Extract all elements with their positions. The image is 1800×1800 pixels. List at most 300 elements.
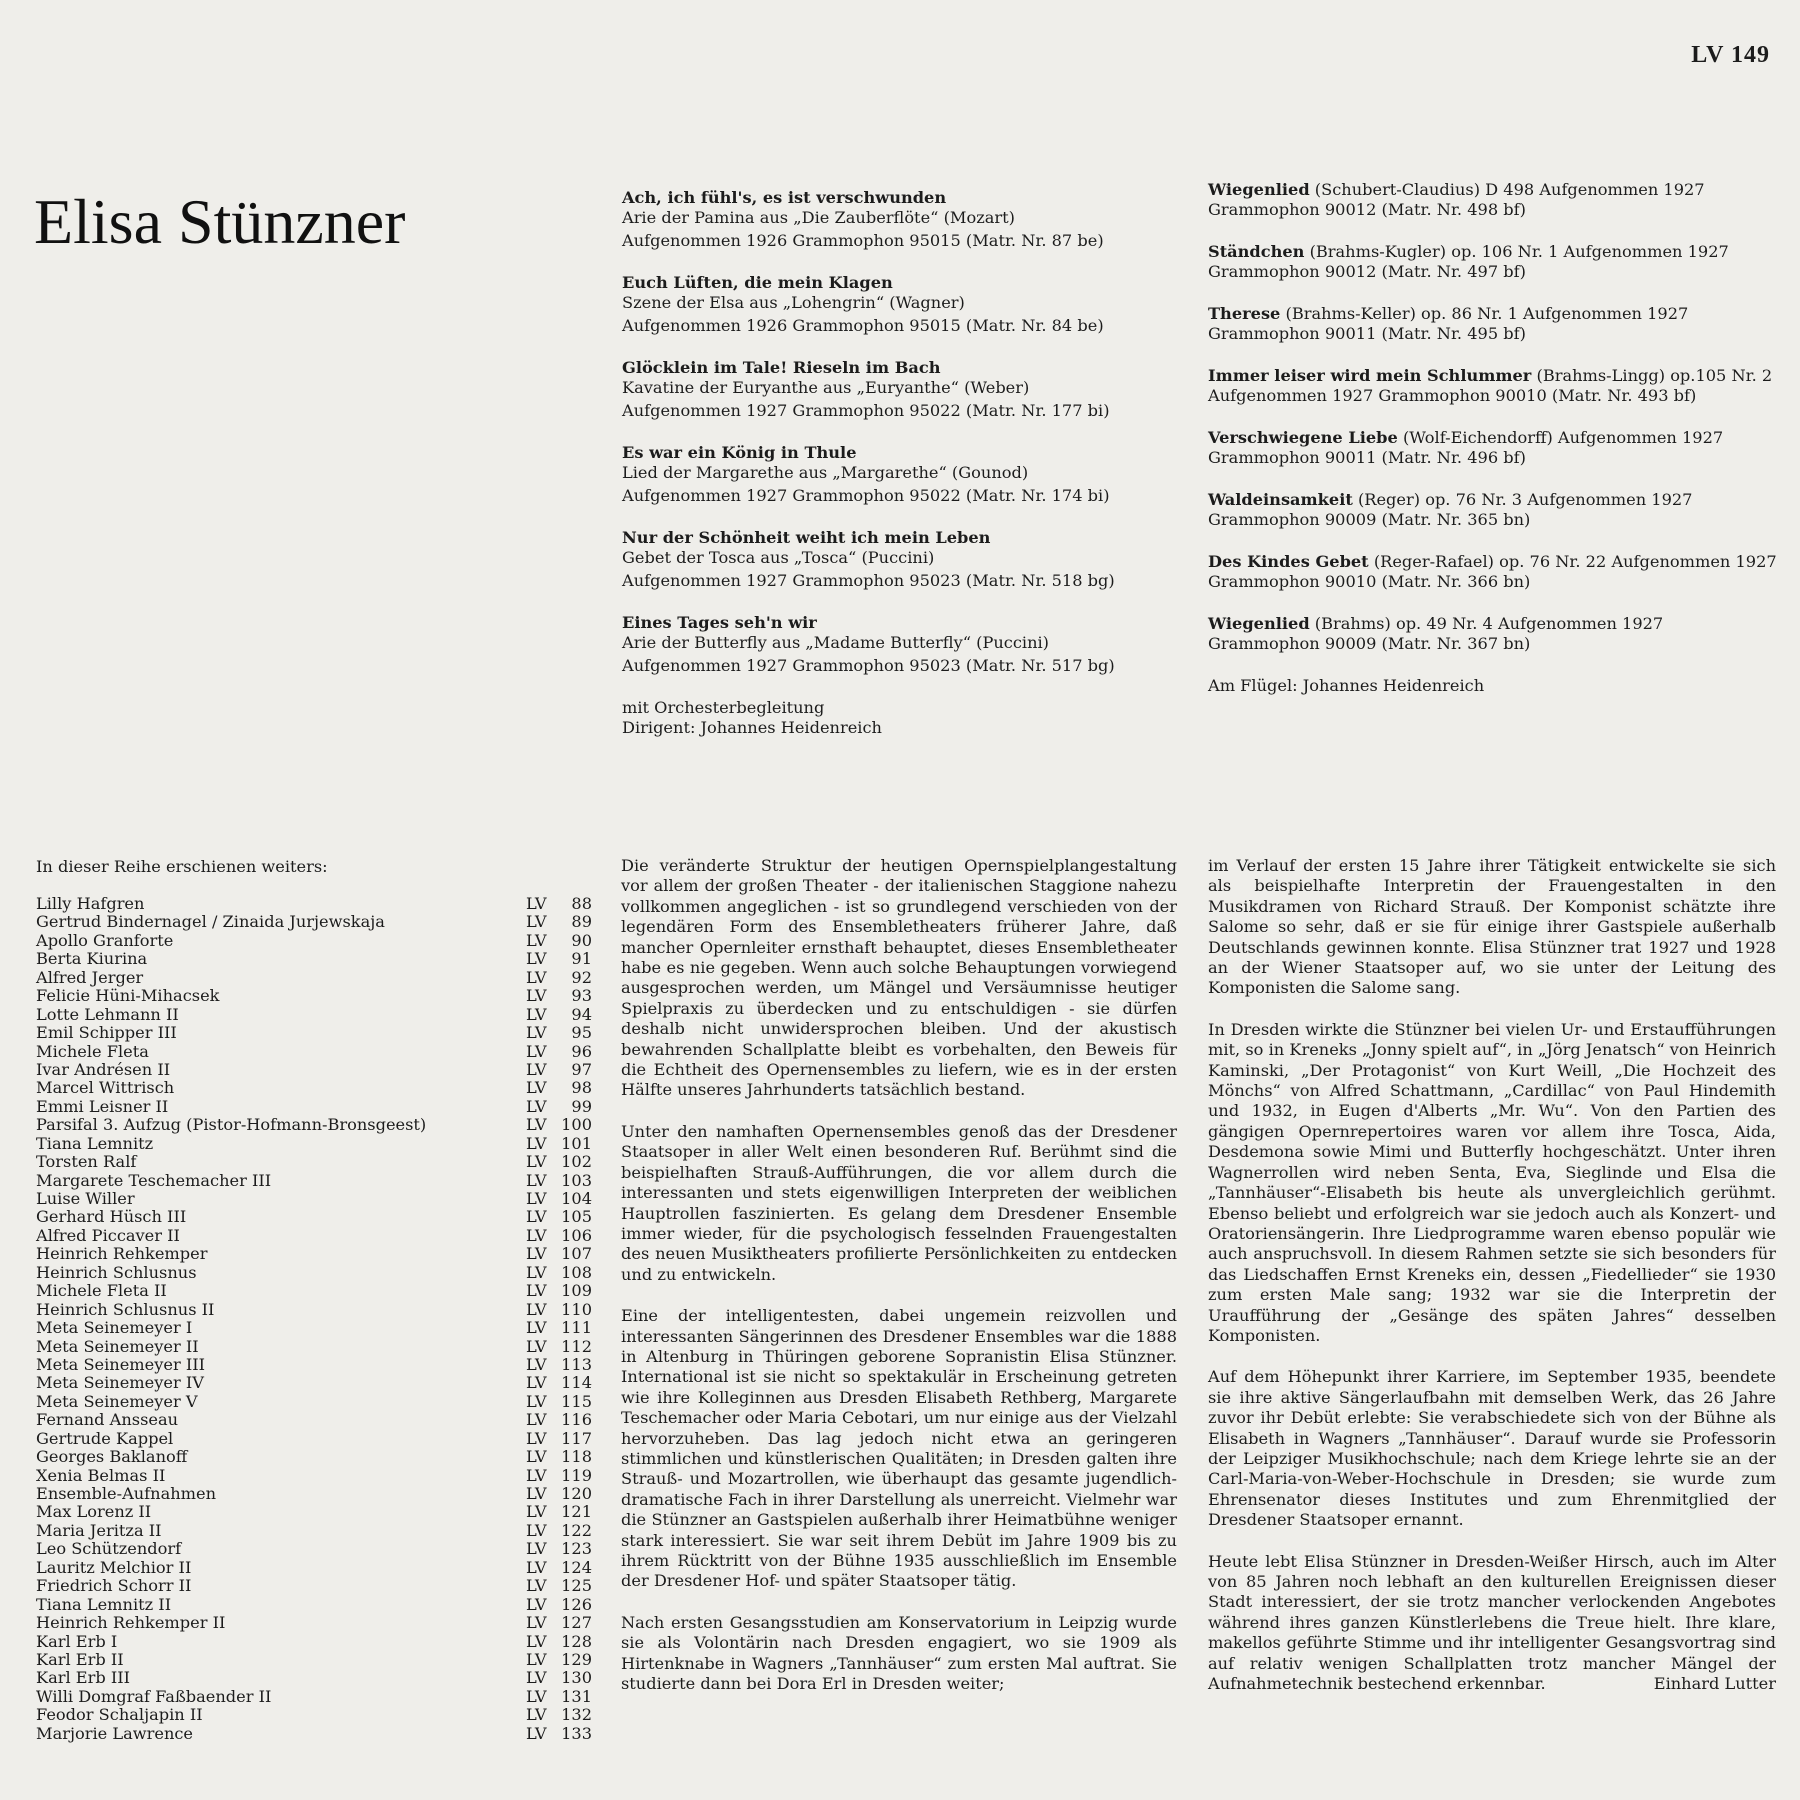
series-num: 116 (561, 1410, 592, 1430)
series-prefix: LV (526, 1594, 547, 1614)
series-number (526, 1725, 592, 1743)
series-artist: Karl Erb II (36, 1649, 124, 1669)
series-artist: Xenia Belmas II (36, 1465, 166, 1485)
series-number (526, 1651, 592, 1669)
series-prefix: LV (526, 1133, 547, 1153)
series-prefix: LV (526, 1115, 547, 1135)
series-num: 132 (561, 1705, 592, 1725)
series-num: 108 (561, 1262, 592, 1282)
series-row (36, 1559, 592, 1577)
series-rows (36, 895, 592, 1743)
series-number (526, 1633, 592, 1651)
series-num: 114 (561, 1373, 592, 1393)
series-number (526, 987, 592, 1005)
track-item (1208, 180, 1778, 220)
series-heading: In dieser Reihe erschienen weiters: (36, 857, 328, 876)
track-title: Wiegenlied (1208, 614, 1310, 633)
series-prefix: LV (526, 1502, 547, 1522)
series-artist: Felicie Hüni-Mihacsek (36, 986, 220, 1006)
series-number (526, 1356, 592, 1374)
series-num: 120 (561, 1484, 592, 1503)
series-prefix: LV (526, 1152, 547, 1172)
series-num: 106 (561, 1225, 592, 1245)
series-row (36, 1006, 592, 1024)
series-artist: Michele Fleta (36, 1041, 149, 1061)
series-num: 105 (561, 1207, 592, 1227)
series-row (36, 1540, 592, 1558)
track-item (622, 358, 1182, 421)
series-prefix: LV (526, 1262, 547, 1282)
series-prefix: LV (526, 986, 547, 1006)
series-num: 93 (571, 986, 592, 1006)
series-row (36, 987, 592, 1005)
series-num: 111 (561, 1318, 592, 1338)
track-title: Therese (1208, 304, 1281, 323)
series-number (526, 1577, 592, 1595)
series-row (36, 1079, 592, 1097)
series-num: 90 (571, 930, 592, 950)
series-number (526, 1153, 592, 1171)
series-artist: Gertrud Bindernagel / Zinaida Jurjewskaja (36, 912, 385, 932)
series-row (36, 1116, 592, 1134)
track-title: Des Kindes Gebet (1208, 552, 1369, 571)
series-row (36, 1467, 592, 1485)
series-artist: Georges Baklanoff (36, 1447, 188, 1467)
track-recording: Aufgenommen 1927 Grammophon 90009 (Matr. Nr. 367 bn) (1208, 614, 1664, 653)
track-title: Ständchen (1208, 242, 1305, 261)
series-prefix: LV (526, 1096, 547, 1116)
note-line: mit Orchesterbegleitung (622, 698, 825, 717)
series-prefix: LV (526, 1281, 547, 1301)
track-recording: Aufgenommen 1927 Grammophon 90010 (Matr. Nr. 366 bn) (1208, 552, 1777, 591)
series-row (36, 1633, 592, 1651)
track-credit: (Brahms) op. 49 Nr. 4 (1309, 614, 1493, 633)
series-prefix: LV (526, 930, 547, 950)
series-row (36, 932, 592, 950)
series-row (36, 1135, 592, 1153)
series-num: 112 (561, 1336, 592, 1356)
track-recording: Aufgenommen 1927 Grammophon 90011 (Matr. Nr. 495 bf) (1208, 304, 1689, 343)
series-prefix: LV (526, 1225, 547, 1245)
track-credit: (Schubert-Claudius) D 498 (1309, 180, 1535, 199)
track-title: Immer leiser wird mein Schlummer (1208, 366, 1532, 385)
series-row (36, 1208, 592, 1226)
series-num: 128 (561, 1631, 592, 1651)
track-subtitle: Gebet der Tosca aus „Tosca“ (Puccini) (622, 548, 935, 567)
series-row (36, 1264, 592, 1282)
series-prefix: LV (526, 1705, 547, 1725)
track-list-right (1208, 180, 1778, 696)
bio-paragraph: im Verlauf der ersten 15 Jahre ihrer Tätigkeit entwickelte sie sich als beispielhafte Interpretin der Frauengestalten in den Musikdramen von Richard Strauß. Der Komponist schätzte ihre Salome so sehr, daß er sie für einige ihrer Gastspiele außerhalb Deutschlands gewinnen konnte. Elisa Stünzner trat 1927 und 1928 an der Wiener Staatsoper auf, wo sie unter der Leitung des Komponisten die Salome sang. (1208, 856, 1776, 998)
series-prefix: LV (526, 1373, 547, 1393)
track-title: Nur der Schönheit weiht ich mein Leben (622, 528, 991, 547)
series-num: 103 (561, 1170, 592, 1190)
series-prefix: LV (526, 1428, 547, 1448)
series-number (526, 1596, 592, 1614)
track-subtitle: Lied der Margarethe aus „Margarethe“ (Gounod) (622, 463, 1029, 482)
series-row (36, 1153, 592, 1171)
series-num: 101 (561, 1133, 592, 1153)
series-row (36, 1098, 592, 1116)
track-item (622, 613, 1182, 676)
artist-name: Elisa Stünzner (34, 186, 406, 257)
series-artist: Meta Seinemeyer III (36, 1354, 206, 1374)
series-row (36, 1651, 592, 1669)
series-row (36, 1596, 592, 1614)
series-number (526, 1338, 592, 1356)
series-prefix: LV (526, 967, 547, 987)
series-num: 118 (561, 1447, 592, 1467)
series-prefix: LV (526, 1078, 547, 1098)
series-num: 131 (561, 1686, 592, 1706)
series-number (526, 1706, 592, 1724)
conductor-line: Dirigent: Johannes Heidenreich (622, 718, 882, 737)
bio-paragraph: In Dresden wirkte die Stünzner bei vielen Ur- und Erstaufführungen mit, so in Kreneks „Jonny spielt auf“, in „Jörg Jenatsch“ von Heinrich Kaminski, „Der Protagonist“ von Kurt Weill, „Die Hochzeit des Mönchs“ von Alfred Schattmann, „Cardillac“ von Paul Hindemith und 1932, in Eugen d'Alberts „Mr. Wu“. Von den Partien des gängigen Opernrepertoires waren vor allem ihre Tosca, Aida, Desdemona sowie Mimi und Butterfly hochgeschätzt. Unter ihren Wagnerrollen wird neben Senta, Eva, Sieglinde und Elsa die „Tannhäuser“-Elisabeth bis heute als unvergleichlich gerühmt. Ebenso beliebt und erfolgreich war sie jedoch auch als Konzert- und Oratoriensängerin. Ihre Liedprogramme waren ebenso populär wie auch anspruchsvoll. In diesem Rahmen setzte sie sich besonders für das Liedschaffen Ernst Kreneks ein, dessen „Fiedellieder“ sie 1930 zum ersten Male sang; 1932 war sie die Interpretin der Uraufführung der „Gesänge des späten Jahres“ desselben Komponisten. (1208, 1019, 1776, 1345)
series-artist: Leo Schützendorf (36, 1539, 182, 1559)
series-prefix: LV (526, 1686, 547, 1706)
bio-paragraph: Nach ersten Gesangsstudien am Konservatorium in Leipzig wurde sie als Volontärin nach Dresden engagiert, wo sie 1909 als Hirtenknabe in Wagners „Tannhäuser“ zum ersten Mal auftrat. Sie studierte dann bei Dora Erl in Dresden weiter; (621, 1612, 1177, 1694)
series-number (526, 1614, 592, 1632)
bio-paragraph: Auf dem Höhepunkt ihrer Karriere, im September 1935, beendete sie ihre aktive Sängerlaufbahn mit demselben Werk, das 26 Jahre zuvor ihr Debüt erlebte: Sie verabschiedete sich von der Bühne als Elisabeth in Wagners „Tannhäuser“. Darauf wurde sie Professorin der Leipziger Musikhochschule; nach dem Kriege lehrte sie an der Carl-Maria-von-Weber-Hochschule in Dresden; sie wurde zum Ehrensenator dieses Institutes und zum Ehrenmitglied der Dresdener Staatsoper ernannt. (1208, 1367, 1776, 1530)
series-artist: Meta Seinemeyer IV (36, 1373, 204, 1393)
series-artist: Marcel Wittrisch (36, 1078, 175, 1098)
series-prefix: LV (526, 1189, 547, 1208)
series-number (526, 932, 592, 950)
series-prefix: LV (526, 1336, 547, 1356)
series-number (526, 1208, 592, 1226)
track-recording: Aufgenommen 1927 Grammophon 90010 (Matr. Nr. 493 bf) (1208, 386, 1697, 405)
series-row (36, 1301, 592, 1319)
series-number (526, 913, 592, 931)
series-list (36, 857, 592, 1743)
series-num: 89 (571, 912, 592, 932)
series-number (526, 1116, 592, 1134)
track-title: Glöcklein im Tale! Rieseln im Bach (622, 358, 941, 377)
track-item (1208, 366, 1778, 406)
series-artist: Alfred Jerger (36, 967, 144, 987)
series-artist: Alfred Piccaver II (36, 1225, 180, 1245)
series-artist: Karl Erb III (36, 1668, 131, 1688)
series-row (36, 1061, 592, 1079)
series-number (526, 1061, 592, 1079)
series-number (526, 1098, 592, 1116)
series-number (526, 1540, 592, 1558)
track-credit: (Reger-Rafael) op. 76 Nr. 22 (1368, 552, 1607, 571)
series-num: 125 (561, 1576, 592, 1596)
series-artist: Apollo Granforte (36, 930, 174, 950)
series-num: 121 (561, 1502, 592, 1522)
track-item (622, 188, 1182, 251)
series-prefix: LV (526, 894, 547, 913)
series-number (526, 1559, 592, 1577)
catalog-number: LV 149 (1691, 42, 1770, 68)
series-artist: Torsten Ralf (36, 1152, 137, 1172)
series-prefix: LV (526, 1649, 547, 1669)
track-title: Euch Lüften, die mein Klagen (622, 273, 893, 292)
track-recording: Aufgenommen 1927 Grammophon 90012 (Matr. Nr. 497 bf) (1208, 242, 1729, 281)
series-number (526, 1024, 592, 1042)
series-number (526, 1190, 592, 1208)
series-prefix: LV (526, 1613, 547, 1633)
series-num: 100 (561, 1115, 592, 1135)
series-row (36, 1282, 592, 1300)
series-number (526, 1245, 592, 1263)
series-prefix: LV (526, 1668, 547, 1688)
track-title: Wiegenlied (1208, 180, 1310, 199)
series-prefix: LV (526, 1631, 547, 1651)
bio-paragraph: Eine der intelligentesten, dabei ungemein reizvollen und interessanten Sängerinnen des Dresdener Ensembles war die 1888 in Altenburg in Thüringen geborene Sopranistin Elisa Stünzner. International ist sie nicht so spektakulär in Erscheinung getreten wie ihre Kolleginnen aus Dresden Elisabeth Rethberg, Margarete Teschemacher oder Maria Cebotari, um nur einige aus der Vielzahl hervorzuheben. Das lag jedoch nicht etwa an geringeren stimmlichen und künstlerischen Qualitäten; in Dresden galten ihre Strauß- und Mozartrollen, wie überhaupt das gesamte jugendlich-dramatische Fach in ihrer Darstellung als unerreicht. Vielmehr war die Stünzner an Gastspielen außerhalb ihrer Heimatbühne weniger stark interessiert. Sie war seit ihrem Debüt im Jahre 1909 bis zu ihrem Rücktritt von der Bühne 1935 ausschließlich im Ensemble der Dresdener Hof- und später Staatsoper tätig. (621, 1306, 1177, 1591)
series-number (526, 1688, 592, 1706)
series-number (526, 1411, 592, 1429)
author-signature: Einhard Lutter (1653, 1674, 1776, 1694)
track-recording: Aufgenommen 1926 Grammophon 95015 (Matr. Nr. 87 be) (622, 231, 1104, 250)
series-number (526, 1264, 592, 1282)
series-artist: Heinrich Rehkemper (36, 1244, 208, 1264)
series-prefix: LV (526, 1244, 547, 1264)
track-recording: Aufgenommen 1927 Grammophon 90012 (Matr. Nr. 498 bf) (1208, 180, 1705, 219)
series-artist: Willi Domgraf Faßbaender II (36, 1686, 272, 1706)
series-num: 94 (571, 1004, 592, 1024)
series-artist: Fernand Ansseau (36, 1410, 179, 1430)
series-artist: Heinrich Schlusnus II (36, 1299, 215, 1319)
track-recording: Aufgenommen 1927 Grammophon 90011 (Matr. Nr. 496 bf) (1208, 428, 1724, 467)
track-item (1208, 242, 1778, 282)
bio-paragraph: Die veränderte Struktur der heutigen Opernspielplangestaltung vor allem der großen Theater - der italienischen Staggione nahezu vollkommen angeglichen - ist so grundlegend verschieden von der legendären Form des Ensembletheaters früherer Jahre, daß mancher Opernleiter ernsthaft behauptet, dieses Ensembletheater habe es nie gegeben. Wenn auch solche Behauptungen vorwiegend ausgesprochen werden, um Mängel und Versäumnisse heutiger Spielpraxis zu überdecken und zu entschuldigen - sie dürfen deshalb nicht unwidersprochen bleiben. Und der akustisch bewahrenden Schallplatte bleibt es vorbehalten, den Beweis für die Echtheit des Opernensembles zu liefern, wie es in der ersten Hälfte unseres Jahrhunderts tatsächlich bestand. (621, 856, 1177, 1100)
pianist-line: Am Flügel: Johannes Heidenreich (1208, 676, 1485, 695)
series-row (36, 1190, 592, 1208)
series-number (526, 1135, 592, 1153)
track-recording: Aufgenommen 1927 Grammophon 95022 (Matr. Nr. 177 bi) (622, 401, 1110, 420)
series-row (36, 1172, 592, 1190)
series-number (526, 1227, 592, 1245)
series-prefix: LV (526, 1023, 547, 1043)
series-row (36, 1338, 592, 1356)
series-num: 122 (561, 1520, 592, 1540)
track-subtitle: Szene der Elsa aus „Lohengrin“ (Wagner) (622, 293, 965, 312)
series-prefix: LV (526, 1299, 547, 1319)
biography-column-2 (1208, 856, 1776, 1694)
series-row (36, 913, 592, 931)
series-number (526, 1079, 592, 1097)
series-prefix: LV (526, 949, 547, 969)
series-prefix: LV (526, 1059, 547, 1079)
track-title: Ach, ich fühl's, es ist verschwunden (622, 188, 947, 207)
series-num: 130 (561, 1668, 592, 1688)
series-num: 117 (561, 1428, 592, 1448)
track-credit: (Brahms-Lingg) op.105 Nr. 2 (1536, 366, 1773, 385)
series-number (526, 1319, 592, 1337)
track-recording: Aufgenommen 1927 Grammophon 95023 (Matr. Nr. 517 bg) (622, 656, 1115, 675)
series-prefix: LV (526, 1318, 547, 1338)
series-prefix: LV (526, 1004, 547, 1024)
biography-column-1 (621, 856, 1177, 1694)
track-subtitle: Arie der Pamina aus „Die Zauberflöte“ (Mozart) (622, 208, 1015, 227)
track-recording: Aufgenommen 1927 Grammophon 95022 (Matr. Nr. 174 bi) (622, 486, 1110, 505)
track-recording: Aufgenommen 1926 Grammophon 95015 (Matr. Nr. 84 be) (622, 316, 1104, 335)
series-artist: Margarete Teschemacher III (36, 1170, 272, 1190)
series-artist: Lilly Hafgren (36, 894, 145, 913)
track-item (1208, 490, 1778, 530)
series-prefix: LV (526, 1041, 547, 1061)
track-recording: Aufgenommen 1927 Grammophon 95023 (Matr. Nr. 518 bg) (622, 571, 1115, 590)
series-prefix: LV (526, 1539, 547, 1559)
series-artist: Friedrich Schorr II (36, 1576, 192, 1596)
series-number (526, 950, 592, 968)
series-row (36, 1430, 592, 1448)
series-num: 95 (571, 1023, 592, 1043)
series-artist: Lotte Lehmann II (36, 1004, 179, 1024)
series-artist: Meta Seinemeyer I (36, 1318, 193, 1338)
series-prefix: LV (526, 1391, 547, 1411)
series-artist: Heinrich Rehkemper II (36, 1613, 226, 1633)
series-num: 88 (571, 894, 592, 913)
series-prefix: LV (526, 1576, 547, 1596)
series-row (36, 950, 592, 968)
series-number (526, 1485, 592, 1503)
track-credit: (Brahms-Kugler) op. 106 Nr. 1 (1304, 242, 1559, 261)
series-prefix: LV (526, 1723, 547, 1743)
series-number (526, 969, 592, 987)
series-number (526, 1282, 592, 1300)
series-num: 133 (561, 1723, 592, 1743)
track-item (1208, 552, 1778, 592)
series-row (36, 895, 592, 913)
series-prefix: LV (526, 1447, 547, 1467)
series-row (36, 1503, 592, 1521)
bio-paragraph: Unter den namhaften Opernensembles genoß das der Dresdener Staatsoper in aller Welt einen besonderen Ruf. Berühmt sind die beispielhaften Strauß-Aufführungen, die vor allem durch die interessanten und stets eigenwilligen Interpreten der weiblichen Hauptrollen faszinierten. Es gelang dem Dresdener Ensemble immer wieder, für die psychologisch fesselnden Frauengestalten des neuen Musiktheaters profilierte Persönlichkeiten zu entdecken und zu entwickeln. (621, 1121, 1177, 1284)
track-credit: (Brahms-Keller) op. 86 Nr. 1 (1280, 304, 1518, 323)
series-row (36, 1706, 592, 1724)
series-artist: Michele Fleta II (36, 1281, 167, 1301)
series-prefix: LV (526, 1354, 547, 1374)
series-artist: Emmi Leisner II (36, 1096, 169, 1116)
track-item (1208, 614, 1778, 654)
series-number (526, 1669, 592, 1687)
series-row (36, 1024, 592, 1042)
track-item (622, 528, 1182, 591)
series-number (526, 1006, 592, 1024)
track-title: Es war ein König in Thule (622, 443, 857, 462)
track-list-left (622, 188, 1182, 738)
series-artist: Meta Seinemeyer V (36, 1391, 198, 1411)
series-num: 124 (561, 1557, 592, 1577)
series-artist: Berta Kiurina (36, 949, 148, 969)
track-title: Verschwiegene Liebe (1208, 428, 1398, 447)
series-num: 123 (561, 1539, 592, 1559)
track-title: Eines Tages seh'n wir (622, 613, 817, 632)
series-artist: Gertrude Kappel (36, 1428, 174, 1448)
track-item (622, 443, 1182, 506)
series-number (526, 1172, 592, 1190)
series-row (36, 1245, 592, 1263)
series-artist: Meta Seinemeyer II (36, 1336, 199, 1356)
series-artist: Parsifal 3. Aufzug (Pistor-Hofmann-Bronsgeest) (36, 1115, 427, 1135)
series-artist: Ivar Andrésen II (36, 1059, 171, 1079)
series-num: 98 (571, 1078, 592, 1098)
series-row (36, 1485, 592, 1503)
series-artist: Luise Willer (36, 1189, 135, 1208)
series-artist: Maria Jeritza II (36, 1520, 162, 1540)
series-prefix: LV (526, 1557, 547, 1577)
track-subtitle: Arie der Butterfly aus „Madame Butterfly“ (Puccini) (622, 633, 1049, 652)
series-artist: Feodor Schaljapin II (36, 1705, 203, 1725)
series-row (36, 1393, 592, 1411)
series-num: 115 (561, 1391, 592, 1411)
series-row (36, 1669, 592, 1687)
series-num: 119 (561, 1465, 592, 1485)
series-artist: Tiana Lemnitz (36, 1133, 154, 1153)
series-num: 127 (561, 1613, 592, 1633)
series-artist: Karl Erb I (36, 1631, 118, 1651)
series-prefix: LV (526, 1465, 547, 1485)
accompaniment-note (622, 698, 1182, 738)
series-artist: Gerhard Hüsch III (36, 1207, 187, 1227)
track-subtitle: Kavatine der Euryanthe aus „Euryanthe“ (Weber) (622, 378, 1030, 397)
series-num: 102 (561, 1152, 592, 1172)
series-num: 97 (571, 1059, 592, 1079)
series-artist: Marjorie Lawrence (36, 1723, 194, 1743)
series-artist: Emil Schipper III (36, 1023, 177, 1043)
track-credit: (Reger) op. 76 Nr. 3 (1352, 490, 1523, 509)
series-row (36, 1577, 592, 1595)
series-number (526, 1503, 592, 1521)
series-num: 91 (571, 949, 592, 969)
series-number (526, 1430, 592, 1448)
series-num: 104 (561, 1189, 592, 1208)
series-number (526, 1393, 592, 1411)
series-prefix: LV (526, 1484, 547, 1503)
series-row (36, 1227, 592, 1245)
series-prefix: LV (526, 912, 547, 932)
series-row (36, 1319, 592, 1337)
series-number (526, 1467, 592, 1485)
series-row (36, 1374, 592, 1392)
series-num: 113 (561, 1354, 592, 1374)
series-artist: Lauritz Melchior II (36, 1557, 192, 1577)
series-prefix: LV (526, 1207, 547, 1227)
series-row (36, 1043, 592, 1061)
series-num: 126 (561, 1594, 592, 1614)
series-row (36, 1448, 592, 1466)
series-number (526, 1448, 592, 1466)
series-num: 99 (571, 1096, 592, 1116)
bio-paragraph: Heute lebt Elisa Stünzner in Dresden-Weißer Hirsch, auch im Alter von 85 Jahren noch lebhaft an den kulturellen Ereignissen dieser Stadt interessiert, der sie trotz mancher verlockenden Angebotes während ihres ganzen Künstlerlebens die Treue hielt. Ihre klare, makellos geführte Stimme und ihr intelligenter Gesangsvortrag sind auf relativ wenigen Schallplatten trotz mancher Mängel der Aufnahmetechnik bestechend erkennbar. (1208, 1551, 1776, 1694)
track-recording: Aufgenommen 1927 Grammophon 90009 (Matr. Nr. 365 bn) (1208, 490, 1693, 529)
series-num: 110 (561, 1299, 592, 1319)
series-prefix: LV (526, 1410, 547, 1430)
series-num: 92 (571, 967, 592, 987)
track-credit: (Wolf-Eichendorff) (1397, 428, 1553, 447)
series-artist: Tiana Lemnitz II (36, 1594, 172, 1614)
series-row (36, 1614, 592, 1632)
series-row (36, 1356, 592, 1374)
series-num: 96 (571, 1041, 592, 1061)
series-num: 107 (561, 1244, 592, 1264)
series-number (526, 1043, 592, 1061)
series-number (526, 1522, 592, 1540)
series-row (36, 1411, 592, 1429)
track-title: Waldeinsamkeit (1208, 490, 1353, 509)
series-num: 109 (561, 1281, 592, 1301)
track-item (622, 273, 1182, 336)
series-row (36, 1725, 592, 1743)
series-artist: Heinrich Schlusnus (36, 1262, 197, 1282)
series-prefix: LV (526, 1170, 547, 1190)
track-item (1208, 428, 1778, 468)
series-row (36, 1522, 592, 1540)
track-item (1208, 304, 1778, 344)
series-number (526, 1301, 592, 1319)
